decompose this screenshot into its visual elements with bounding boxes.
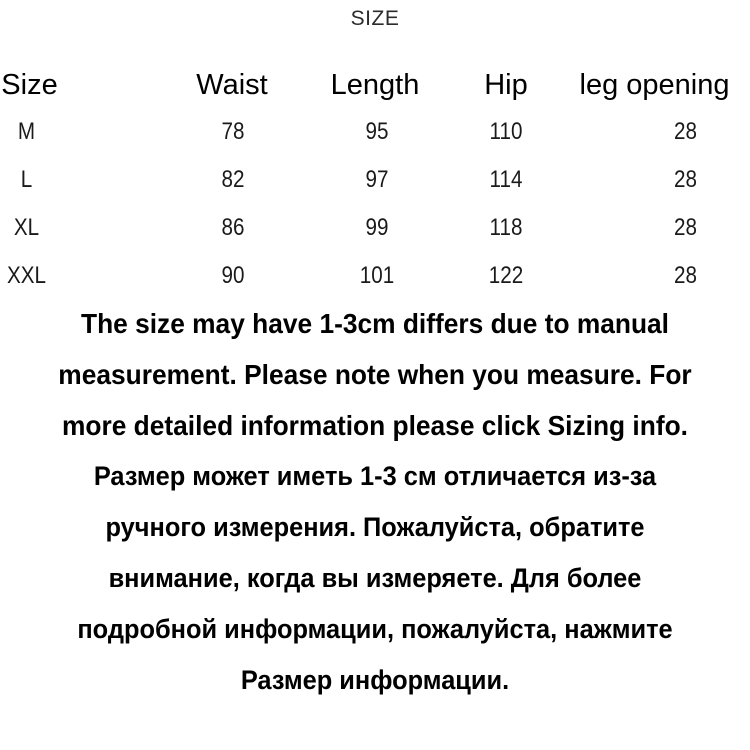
cell-hip: 118 xyxy=(489,214,523,241)
note-line-ru: внимание, когда вы измеряете. Для более xyxy=(108,563,642,593)
cell-leg-opening: 28 xyxy=(674,166,697,193)
note-line-en: measurement. Please note when you measure. For xyxy=(58,359,692,390)
cell-leg-opening: 28 xyxy=(674,262,697,289)
cell-hip: 110 xyxy=(489,118,523,145)
column-header-length: Length xyxy=(330,68,420,101)
cell-size: M xyxy=(17,118,36,145)
note-line-en: more detailed information please click Sizing info. xyxy=(62,410,688,441)
cell-waist: 86 xyxy=(221,214,245,241)
column-header-waist: Waist xyxy=(196,68,268,101)
column-header-leg-opening: leg opening xyxy=(579,68,730,101)
cell-waist: 78 xyxy=(221,118,245,145)
measurement-notes xyxy=(0,298,750,706)
cell-leg-opening: 28 xyxy=(674,118,697,145)
table-row xyxy=(0,204,750,252)
cell-size: L xyxy=(20,166,33,193)
note-line-en: The size may have 1-3cm differs due to manual xyxy=(80,308,669,339)
cell-length: 99 xyxy=(365,214,389,241)
table-header xyxy=(0,62,750,108)
size-measurement-table xyxy=(0,62,750,300)
cell-size: XXL xyxy=(6,262,47,289)
table-row xyxy=(0,252,750,300)
cell-leg-opening: 28 xyxy=(674,214,697,241)
note-line-ru: ручного измерения. Пожалуйста, обратите xyxy=(105,512,645,542)
cell-hip: 122 xyxy=(488,262,524,289)
cell-hip: 114 xyxy=(489,166,523,193)
column-header-size: Size xyxy=(1,68,58,101)
note-line-ru: Размер информации. xyxy=(240,665,510,695)
page-title: SIZE xyxy=(350,7,400,30)
note-line-ru: подробной информации, пожалуйста, нажмите xyxy=(77,614,673,644)
table-row xyxy=(0,108,750,156)
cell-size: XL xyxy=(13,214,40,241)
table-body xyxy=(0,108,750,300)
cell-length: 97 xyxy=(365,166,389,193)
note-line-ru: Размер может иметь 1-3 см отличается из-за xyxy=(93,461,657,491)
cell-waist: 90 xyxy=(221,262,245,289)
cell-waist: 82 xyxy=(221,166,245,193)
table-header-row xyxy=(0,62,750,108)
cell-length: 101 xyxy=(359,262,395,289)
column-header-hip: Hip xyxy=(484,68,528,101)
table-row xyxy=(0,156,750,204)
cell-length: 95 xyxy=(365,118,389,145)
